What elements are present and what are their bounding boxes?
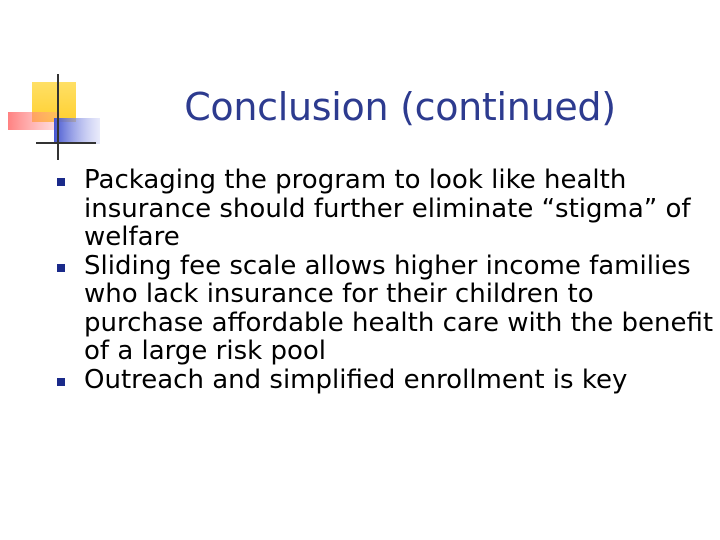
list-item	[56, 166, 716, 252]
bullet-text: Sliding fee scale allows higher income families who lack insurance for their children to purchase affordable health care with the benefit of a large risk pool	[84, 250, 714, 366]
slide-title: Conclusion (continued)	[184, 85, 616, 129]
bullet-list	[56, 166, 716, 394]
bullet-text: Packaging the program to look like health insurance should further eliminate “stigma” of welfare	[84, 165, 691, 252]
square-bullet-icon	[57, 378, 65, 386]
square-bullet-icon	[57, 264, 65, 272]
bullet-text: Outreach and simplified enrollment is key	[84, 364, 628, 395]
list-item	[56, 252, 716, 366]
list-item	[56, 366, 716, 395]
decorative-squares-logo	[0, 0, 110, 170]
square-bullet-icon	[57, 178, 65, 186]
